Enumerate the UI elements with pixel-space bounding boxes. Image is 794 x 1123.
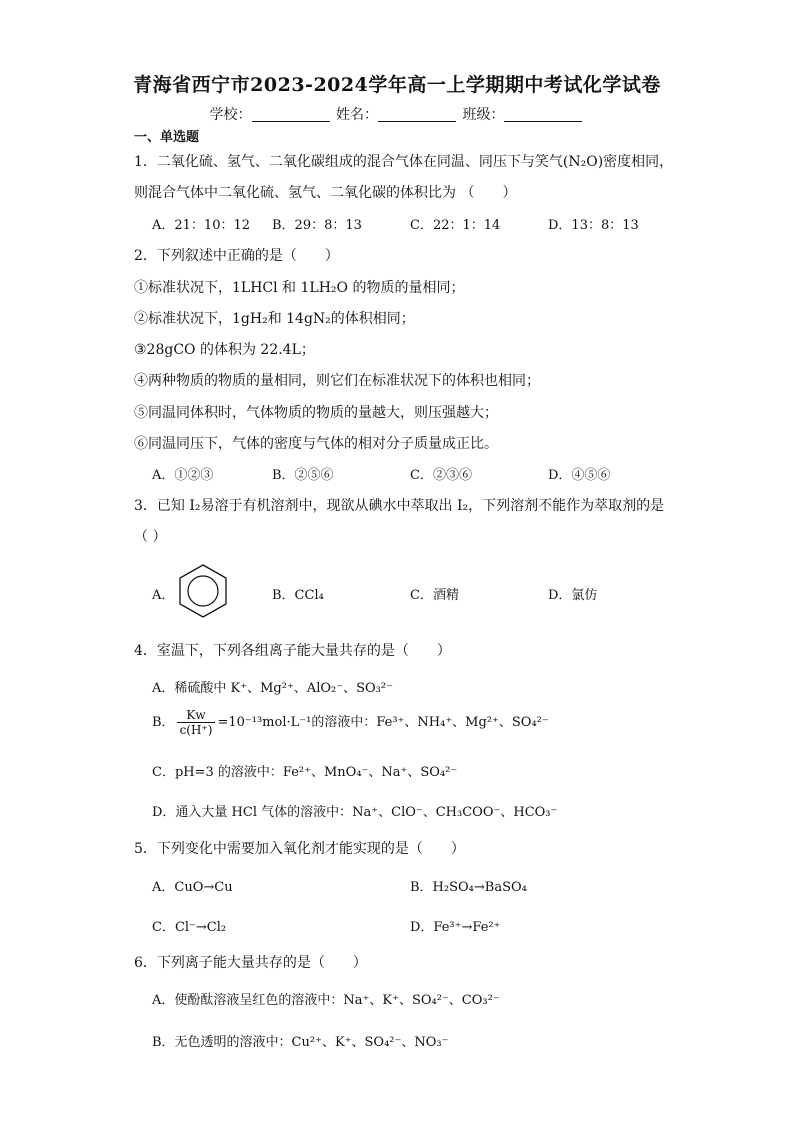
q1-option-c: C．22：1：14 [410, 218, 501, 233]
school-blank [252, 107, 330, 122]
q4-option-b-prefix: B． [152, 715, 175, 730]
class-blank [504, 107, 582, 122]
q1-line2: 则混合气体中二氧化硫、氢气、二氧化碳的体积比为 （ ） [134, 185, 517, 201]
q5-option-b: B．H₂SO₄→BaSO₄ [410, 880, 527, 895]
q2-item-1: ①标准状况下，1LHCl 和 1LH₂O 的物质的量相同； [134, 280, 465, 296]
fraction-denominator: c(H⁺) [179, 723, 213, 737]
benzene-ring-icon [174, 562, 232, 620]
q5-option-d: D．Fe³⁺→Fe²⁺ [410, 920, 501, 935]
q3-line1: 3．已知 I₂易溶于有机溶剂中，现欲从碘水中萃取出 I₂，下列溶剂不能作为萃取剂的是 [134, 498, 665, 514]
q3-option-b: B．CCl₄ [272, 588, 324, 603]
q6-option-b: B．无色透明的溶液中：Cu²⁺、K⁺、SO₄²⁻、NO₃⁻ [152, 1035, 449, 1050]
q2-item-6: ⑥同温同压下，气体的密度与气体的相对分子质量成正比。 [134, 436, 498, 452]
name-blank [378, 107, 456, 122]
q4-stem: 4．室温下，下列各组离子能大量共存的是（ ） [134, 643, 451, 659]
q2-option-d: D．④⑤⑥ [548, 468, 611, 483]
q2-item-5: ⑤同温同体积时，气体物质的物质的量越大，则压强越大； [134, 405, 498, 421]
q1-option-d: D．13：8：13 [548, 218, 639, 233]
q5-option-c: C．Cl⁻→Cl₂ [152, 920, 227, 935]
q3-option-d: D．氯仿 [548, 588, 598, 603]
q4-option-a: A．稀硫酸中 K⁺、Mg²⁺、AlO₂⁻、SO₃²⁻ [152, 681, 393, 696]
name-label: 姓名： [336, 107, 378, 123]
q5-stem: 5．下列变化中需要加入氧化剂才能实现的是（ ） [134, 841, 465, 857]
q2-option-c: C．②③⑥ [410, 468, 472, 483]
q1-option-b: B．29：8：13 [272, 218, 362, 233]
q3-line2: （ ） [134, 529, 167, 545]
q3-option-c: C．酒精 [410, 588, 459, 603]
fraction-numerator: Kw [177, 708, 216, 723]
q4-option-d: D．通入大量 HCl 气体的溶液中：Na⁺、ClO⁻、CH₃COO⁻、HCO₃⁻ [152, 805, 558, 820]
class-label: 班级： [462, 107, 505, 123]
q1-option-a: A．21：10：12 [152, 218, 251, 233]
q4-option-c: C．pH=3 的溶液中：Fe²⁺、MnO₄⁻、Na⁺、SO₄²⁻ [152, 765, 458, 780]
q2-item-3: ③28gCO 的体积为 22.4L； [134, 342, 315, 358]
q4-option-b [152, 708, 549, 737]
school-label: 学校： [209, 107, 252, 123]
q2-item-2: ②标准状况下，1gH₂和 14gN₂的体积相同； [134, 311, 415, 327]
q2-option-a: A．①②③ [152, 468, 214, 483]
q4-option-b-rest: =10⁻¹³mol·L⁻¹的溶液中：Fe³⁺、NH₄⁺、Mg²⁺、SO₄²⁻ [217, 715, 549, 730]
exam-title: 青海省西宁市2023-2024学年高一上学期期中考试化学试卷 [133, 74, 661, 96]
q5-option-a: A．CuO→Cu [152, 880, 233, 895]
q2-item-4: ④两种物质的物质的量相同，则它们在标准状况下的体积也相同； [134, 373, 540, 389]
q6-stem: 6．下列离子能大量共存的是（ ） [134, 955, 367, 971]
q2-option-b: B．②⑤⑥ [272, 468, 334, 483]
q3-option-a: A． [152, 588, 175, 603]
q2-stem: 2．下列叙述中正确的是（ ） [134, 248, 339, 264]
q6-option-a: A．使酚酞溶液呈红色的溶液中：Na⁺、K⁺、SO₄²⁻、CO₃²⁻ [152, 993, 500, 1008]
student-info [0, 104, 794, 124]
q1-line1: 1．二氧化硫、氢气、二氧化碳组成的混合气体在同温、同压下与笑气(N₂O)密度相同， [134, 154, 674, 170]
section-heading: 一、单选题 [134, 130, 200, 145]
kw-fraction [177, 708, 216, 737]
